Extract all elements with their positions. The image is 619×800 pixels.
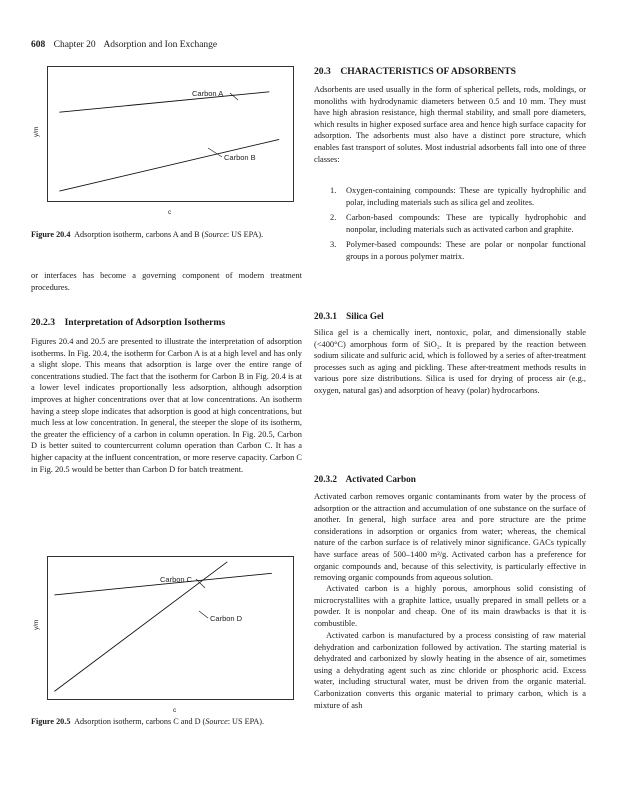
fig4-y-axis-label: y/m [33,126,40,137]
figure-20-5-frame [47,556,294,700]
section-20-3-2-heading: 20.3.2 Activated Carbon [314,474,416,484]
figure-20-4-frame [47,66,294,202]
fig4-caption-label: Figure 20.4 [31,230,71,239]
running-header [31,40,217,50]
list-item-number: 2. [330,213,337,223]
figure-20-5-caption [31,716,296,727]
fig4-label-carbon-a: Carbon A [192,89,224,98]
fig5-caption-text: Adsorption isotherm, carbons C and D ( [74,717,206,726]
fig5-x-axis-label: c [173,707,177,714]
adsorbent-classes-list [330,185,586,267]
fig4-caption-source: : US EPA). [226,230,264,239]
fig5-y-axis-label: y/m [33,619,40,630]
fig5-caption-source-word: Source [205,717,228,726]
page-number: 608 [31,40,46,50]
list-item [330,212,586,235]
fig5-label-carbon-d: Carbon D [210,614,243,623]
section-20-3-1-heading: 20.3.1 Silica Gel [314,311,384,321]
fig4-label-carbon-b: Carbon B [224,153,256,162]
section-20-3-body: Adsorbents are used usually in the form of spherical pellets, rods, moldings, or monoliths with hydrodynamic diameters between 0.5 and 10 mm. They must have high abrasion resistance, high thermal stability, and small pore diameters, which results in higher exposed surface area and hence high surface capacity for adsorption. The adsorbents must also have a distinct pore structure, which enables fast transport of solutes. Most industrial adsorbents fall into one of three classes: [314,85,586,164]
list-item-number: 1. [330,186,337,195]
section-20-3-heading: 20.3 CHARACTERISTICS OF ADSORBENTS [314,66,516,77]
list-item-text: Oxygen-containing compounds: These are typically hydrophilic and polar, including materials such as silica gel and zeolites. [346,186,586,207]
list-item [330,239,586,262]
section-20-2-3-heading: 20.2.3 Interpretation of Adsorption Isotherms [31,317,226,328]
section-20-3-1-body: Silica gel is a chemically inert, nontoxic, polar, and dimensionally stable (<400°C) amorphous form of SiO₂. It is prepared by the reaction between sodium silicate and sulfuric acid, which is followed by a series of after-treatment processes such as aging and pickling. These after-treatment methods results in various pore size distributions. Silica is used for drying of process air (e.g., oxygen, natural gas) and adsorption of heavy (polar) hydrocarbons. [314,328,586,395]
fig5-label-carbon-c: Carbon C [160,575,193,584]
figure-20-4-caption [31,229,296,240]
section-20-3-2-body-1: Activated carbon removes organic contaminants from water by the process of adsorption or the attraction and accumulation of one substance on the surface of another. In general, high surface area and pore structure are the prime considerations in adsorption or organics from water; whereas, the chemical nature of the carbon surface is of relatively minor significance. GACs typically have surface areas of 500–1400 m²/g. Activated carbon has a preference for organic compounds and, because of this selectivity, is particularly effective in removing organic compounds from aqueous solution. [314,492,586,583]
list-item-text: Polymer-based compounds: These are polar or nonpolar functional groups in a porous polymer matrix. [346,240,586,261]
fig4-x-axis-label: c [168,209,172,216]
list-item-number: 3. [330,240,337,250]
fig5-caption-source: : US EPA). [227,717,265,726]
section-20-3-2-body-2: Activated carbon is a highly porous, amorphous solid consisting of microcrystallites with a graphite lattice, usually prepared in small pellets or a powder. It is nonpolar and cheap. One of its main drawbacks is that it is combustible. [314,584,586,628]
list-item [330,185,586,208]
left-continuation-paragraph: or interfaces has become a governing component of modern treatment procedures. [31,271,302,292]
list-item-text: Carbon-based compounds: These are typically hydrophobic and nonpolar, including materials such as activated carbon and graphite. [346,213,586,234]
fig4-caption-text: Adsorption isotherm, carbons A and B ( [74,230,205,239]
section-20-3-2-body-3: Activated carbon is manufactured by a process consisting of raw material dehydration and carbonization followed by activation. The starting material is dehydrated and carbonized by slowly heating in the absence of air, sometimes using a dehydrating agent such as zinc chloride or phosphoric acid. Excess water, including structural water, must be driven from the organic material. Carbonization converts this organic material to primary carbon, which is a mixture of ash [314,631,586,710]
fig4-caption-source-word: Source [204,230,227,239]
fig5-caption-label: Figure 20.5 [31,717,71,726]
chapter-label: Chapter 20 [53,40,96,50]
section-20-2-3-body: Figures 20.4 and 20.5 are presented to illustrate the interpretation of adsorption isotherms. In Fig. 20.4, the isotherm for Carbon A is at a high level and has only a slight slope. This means that adsorption is large over the entire range of concentrations studied. The fact that the isotherm for Carbon B in Fig. 20.4 is at a lower level indicates proportionally less adsorption, although adsorption improves at higher concentrations over that at low concentrations. An isotherm having a steep slope indicates that adsorption is good at high concentrations, but much less at low concentration. In general, the steeper the slope of its isotherm, the greater the efficiency of a carbon in column operation. In Fig. 20.5, Carbon D is better suited to countercurrent column operation than Carbon C. It has a higher capacity at the influent concentration, or more reserve capacity. Carbon C in Fig. 20.5 would be better than Carbon D for batch treatment. [31,337,302,474]
chapter-title: Adsorption and Ion Exchange [103,40,218,50]
